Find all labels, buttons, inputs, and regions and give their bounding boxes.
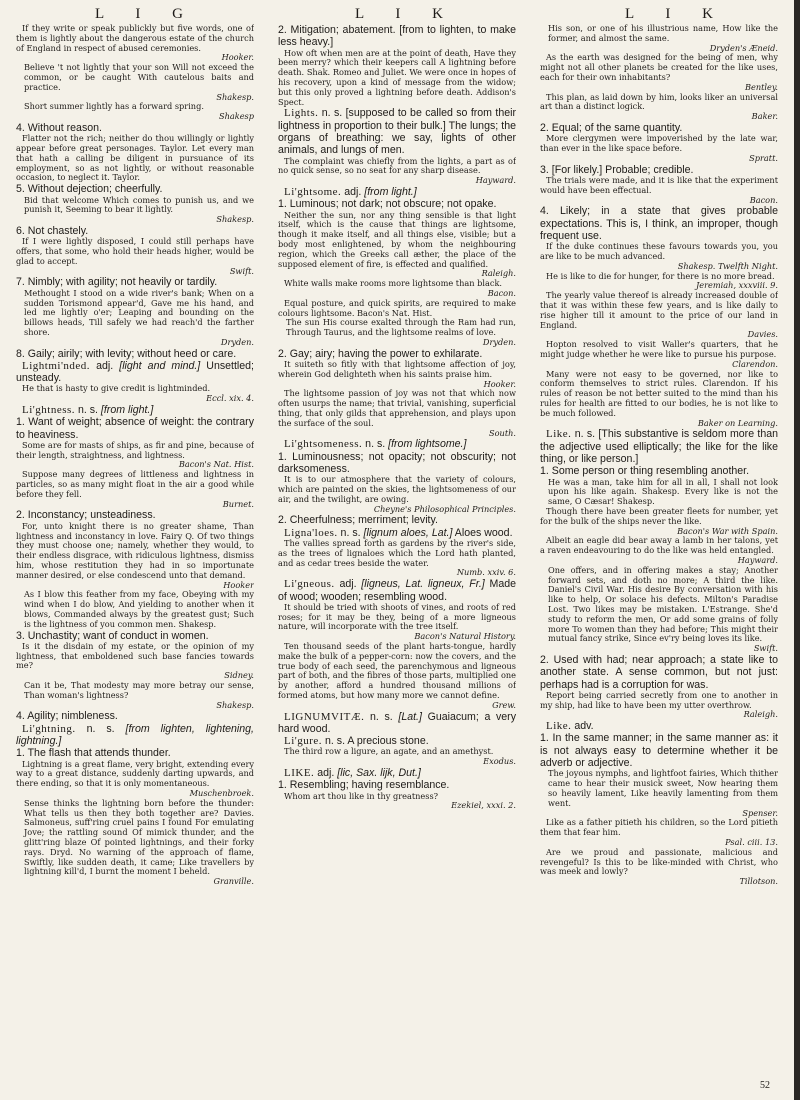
dictionary-entry bbox=[278, 711, 516, 736]
citation: Exodus. bbox=[483, 756, 516, 767]
citation: Jeremiah, xxxviii. 9. bbox=[696, 280, 778, 291]
quotation: Many were not easy to be governed, nor like to conform themselves to strict rules. Clarendon. If his rules of reason be not better suited to the mind than his rules for health are fitted to our bodies, he is not like to be much followed. bbox=[540, 368, 778, 418]
quotation: The yearly value thereof is already increased double of that it was within these few years, and is like daily to rise higher till it amount to the price of our land in England. bbox=[540, 290, 778, 330]
quotation: The third row a ligure, an agate, and an amethyst. bbox=[284, 746, 494, 757]
headword: Li'ghtsomeness. bbox=[284, 438, 363, 451]
citation: Bacon. bbox=[487, 287, 516, 298]
sense-definition: 8. Gaily; airily; with levity; without heed or care. bbox=[16, 347, 237, 360]
part-of-speech: adj. bbox=[314, 767, 338, 780]
citation: Baker on Learning. bbox=[697, 417, 778, 428]
etymology: [ligneus, Lat. ligneux, Fr.] bbox=[361, 578, 485, 591]
verse-quotation: Methought I stood on a wide river's bank; When on a sudden Torismond appear'd, Gave me his hand, and led me lightly o'er; Leaping and bounding on the billows heads, Till safely we had reach'd the farther shore. bbox=[24, 287, 254, 337]
citation: Burnet. bbox=[222, 498, 254, 509]
headword: Like. bbox=[546, 720, 572, 733]
citation: Bentley. bbox=[744, 81, 778, 92]
verse-quotation: Believe 't not lightly that your son Will not exceed the common, or be caught With cautelous baits and practice. bbox=[24, 62, 254, 92]
citation: Baker. bbox=[751, 111, 778, 122]
headword: Li'ghtness. bbox=[22, 403, 76, 416]
verse-quotation: As I blow this feather from my face, Obeying with my wind when I do blow, And yielding to another when it blows, Commanded always by the greatest gust; Such is the lightness of you common men. Shakesp. bbox=[24, 589, 254, 629]
sense-definition: 3. [For likely.] Probable; credible. bbox=[540, 163, 694, 176]
column-middle bbox=[278, 24, 516, 1086]
quotation: It suiteth so fitly with that lightsome affection of joy, wherein God delighteth when his saints praise him. bbox=[278, 359, 516, 379]
citation: Bacon's War with Spain. bbox=[677, 525, 778, 536]
citation: Ezekiel, xxxi. 2. bbox=[451, 800, 516, 811]
quotation: Flatter not the rich; neither do thou willingly or lightly appear before great personages. Taylor. Let every man that hath a calling be diligent in pursuance of its employment, so as not lightly, or without reasonable occasion, to neglect it. Taylor. bbox=[16, 133, 254, 183]
citation: Hayward. bbox=[475, 175, 516, 186]
quotation: Hopton resolved to visit Waller's quarters, that he might judge whether he were like to pursue his purpose. bbox=[540, 339, 778, 359]
verse-quotation: Can it be, That modesty may more betray our sense, Than woman's lightness? bbox=[24, 680, 254, 700]
entry-definition: Unsettled; unsteady. bbox=[16, 359, 254, 385]
dictionary-entry bbox=[278, 767, 516, 779]
sense-definition: 5. Without dejection; cheerfully. bbox=[16, 183, 163, 196]
column-left bbox=[16, 24, 254, 1086]
sense-definition: 1. Luminousness; not opacity; not obscurity; not darksomeness. bbox=[278, 450, 516, 475]
sense-definition: 4. Without reason. bbox=[16, 121, 102, 134]
quotation: Lightning is a great flame, very bright, extending every way to a great distance, suddenly darting upwards, and there ending, so that it is only momentaneous. bbox=[16, 758, 254, 789]
citation: Shakesp. bbox=[216, 699, 254, 710]
citation: Swift. bbox=[229, 265, 254, 276]
sense-definition: 6. Not chastely. bbox=[16, 224, 89, 237]
dictionary-entry bbox=[16, 723, 254, 748]
part-of-speech: n. s. bbox=[337, 526, 364, 539]
citation: Shakesp. Twelfth Night. bbox=[677, 260, 778, 271]
headword: Like. bbox=[546, 428, 572, 441]
citation: Hooker bbox=[223, 579, 254, 590]
quotation: He is like to die for hunger, for there is no more bread. bbox=[546, 270, 775, 281]
quotation: Are we proud and passionate, malicious and revengeful? Is this to be like-minded with Christ, who was meek and lowly? bbox=[540, 846, 778, 877]
quotation: Like as a father pitieth his children, so the Lord pitieth them that fear him. bbox=[540, 817, 778, 838]
sense-definition: 2. Inconstancy; unsteadiness. bbox=[16, 509, 156, 522]
citation: Granville. bbox=[213, 876, 254, 887]
dictionary-entry bbox=[540, 720, 778, 732]
quotation: The trials were made, and it is like that the experiment would have been effectual. bbox=[540, 174, 778, 195]
citation: Bacon. bbox=[749, 194, 778, 205]
verse-quotation: His son, or one of his illustrious name, How like the former, and almost the same. bbox=[548, 24, 778, 43]
part-of-speech: n. s. bbox=[364, 710, 399, 723]
citation: Tillotson. bbox=[739, 876, 778, 887]
citation: Hooker. bbox=[221, 52, 254, 63]
sense-definition: 2. Mitigation; abatement. [from to lighten, to make less heavy.] bbox=[278, 24, 516, 49]
quotation: Is it the disdain of my estate, or the opinion of my lightness, that emboldened such base fancies towards me? bbox=[16, 640, 254, 671]
part-of-speech: n. s. bbox=[318, 107, 346, 120]
headword: LIGNUMVITÆ. bbox=[284, 710, 365, 723]
etymology: [Lat.] bbox=[398, 710, 422, 723]
citation: Cheyne's Philosophical Principles. bbox=[373, 503, 516, 514]
citation: Spenser. bbox=[742, 807, 778, 818]
sense-definition: 2. Cheerfulness; merriment; levity. bbox=[278, 514, 438, 527]
quotation: Suppose many degrees of littleness and lightness in particles, so as many might float in the air a good while before they fell. bbox=[16, 469, 254, 499]
part-of-speech: adj. bbox=[334, 578, 362, 591]
verse-quotation: Short summer lightly has a forward spring. bbox=[24, 101, 204, 112]
page-signature: 52 bbox=[760, 1080, 770, 1091]
verse-quotation: One offers, and in offering makes a stay; Another forward sets, and doth no more; A third the like. Daniel's Civil War. His desire By conversation with his like to help, Or solace his defects. Milton's Paradise Lost. Two likes may be mistaken. L'Estrange. She'd study to reform the men, Or add some grains of folly more To women than they had before; This might their mutual fancy strike, Since ev'ry being loves its like. bbox=[548, 564, 778, 644]
etymology: [from light.] bbox=[364, 185, 417, 198]
quotation: As the earth was designed for the being of men, why might not all other planets be created for the like uses, each for their own inhabitants? bbox=[540, 52, 778, 82]
quotation: White walls make rooms more lightsome than black. bbox=[284, 278, 503, 289]
headword: LIKE. bbox=[284, 767, 315, 780]
etymology: [light and mind.] bbox=[119, 359, 201, 372]
citation: Raleigh. bbox=[481, 268, 516, 279]
quotation: He that is hasty to give credit is lightminded. bbox=[22, 383, 211, 394]
page-edge-shadow bbox=[794, 0, 800, 1100]
entry-definition: [This substantive is seldom more than the adjective used elliptically; the like for the like thing, or like person.] bbox=[540, 428, 778, 465]
sense-definition: 1. The flash that attends thunder. bbox=[16, 747, 171, 760]
etymology: [from lighten, lightening, lightning.] bbox=[16, 722, 254, 747]
guide-word-middle: L I K bbox=[355, 6, 457, 22]
etymology: [from light.] bbox=[100, 403, 154, 416]
dictionary-entry bbox=[540, 428, 778, 465]
sense-definition: 1. In the same manner; in the same manner as: it is not always easy to determine whether it be adverb or adjective. bbox=[540, 732, 778, 770]
headword: Li'ghtsome. bbox=[284, 185, 342, 198]
part-of-speech: adj. bbox=[341, 185, 365, 198]
sense-definition: 4. Likely; in a state that gives probable expectations. This is, I think, an improper, though frequent use. bbox=[540, 205, 778, 242]
citation: Bacon's Natural History. bbox=[414, 631, 516, 642]
guide-word-left: L I G bbox=[95, 6, 197, 22]
quotation: Neither the sun, nor any thing sensible is that light itself, which is the cause that things are lightsome, though it make itself, and all things else, visible; but a body most enlightened, by whom the neighbouring region, which the Greeks call æther, the place of the supposed element of fire, is effected and qualified. bbox=[278, 209, 516, 269]
entry-definition: Guaiacum; a very hard wood. bbox=[278, 710, 516, 735]
entry-definition: [supposed to be called so from their lightness in proportion to their bulk.] The lungs; the organs of breathing: we say, lights of other animals, and lungs of men. bbox=[278, 107, 516, 157]
citation: Dryden's Æneid. bbox=[709, 42, 778, 53]
quotation: Albeit an eagle did bear away a lamb in her talons, yet a raven endeavouring to do the like was held entangled. bbox=[540, 535, 778, 556]
dictionary-entry bbox=[278, 107, 516, 156]
citation: Sidney. bbox=[224, 670, 254, 681]
quotation: The lightsome passion of joy was not that which now often usurps the name; that trivial, vanishing, superficial thing, that only gilds that apprehension, and plays upon the surface of the soul. bbox=[278, 388, 516, 428]
citation: Shakesp. bbox=[216, 214, 254, 225]
sense-definition: 1. Luminous; not dark; not obscure; not opake. bbox=[278, 198, 497, 211]
sense-definition: 2. Equal; of the same quantity. bbox=[540, 121, 683, 134]
quotation: It should be tried with shoots of vines, and roots of red roses; for it may be they, being of a more ligneous nature, will incorporate with the tree itself. bbox=[278, 601, 516, 632]
part-of-speech: n. s. bbox=[571, 428, 599, 441]
dictionary-entry bbox=[278, 186, 516, 198]
verse-quotation: Sense thinks the lightning born before the thunder: What tells us then they both together are? Davies. Salmoneus, suff'ring cruel pains I found For emulating Jove; the rattling sound Of mimick thunder, and the glitt'ring blaze Of pointed lightnings, and their forky rays. Dryd. No warning of the approach of flame, Swiftly, like sudden death, it came; Like travellers by lightning kill'd, I burnt the moment I beheld. bbox=[24, 797, 254, 877]
citation: Hooker. bbox=[483, 378, 516, 389]
etymology: [lignum aloes, Lat.] bbox=[363, 526, 453, 539]
quotation: The complaint was chiefly from the lights, a part as of no quick sense, so no seat for any sharp disease. bbox=[278, 155, 516, 176]
guide-word-right: L I K bbox=[625, 6, 727, 22]
quotation: Some are for masts of ships, as fir and pine, because of their length, straightness, and lightness. bbox=[16, 439, 254, 460]
quotation: It is to our atmosphere that the variety of colours, which are painted on the skies, the lightsomeness of our air, and the twilight, are owing. bbox=[278, 474, 516, 504]
entry-definition: Made of wood; wooden; resembling wood. bbox=[278, 578, 516, 603]
quotation: If the duke continues these favours towards you, you are like to be much advanced. bbox=[540, 241, 778, 262]
citation: Shakesp bbox=[218, 111, 254, 122]
running-header bbox=[0, 6, 800, 24]
citation: Clarendon. bbox=[732, 358, 778, 369]
part-of-speech: n. s. bbox=[75, 403, 101, 416]
headword: Li'ghtning. bbox=[22, 722, 76, 735]
quotation: Whom art thou like in thy greatness? bbox=[284, 790, 439, 801]
part-of-speech: n. s. bbox=[322, 735, 348, 748]
dictionary-entry bbox=[16, 360, 254, 385]
citation: Numb. xxiv. 6. bbox=[456, 567, 516, 578]
etymology: [lic, Sax. lijk, Dut.] bbox=[337, 767, 421, 780]
citation: Swift. bbox=[753, 643, 778, 654]
quotation: For, unto knight there is no greater shame, Than lightness and inconstancy in love. Fairy Q. Of two things they must choose one; namely, whether they would, to their endless disgrace, with ridiculous lightness, dismiss him, whose restitution they had in so importunate manner desired, or else condescend unto that demand. bbox=[16, 520, 254, 580]
headword: Ligna'loes. bbox=[284, 526, 338, 539]
citation: South. bbox=[489, 427, 516, 438]
quotation: Equal posture, and quick spirits, are required to make colours lightsome. Bacon's Nat. Hist. bbox=[278, 297, 516, 318]
headword: Lights. bbox=[284, 107, 319, 120]
etymology: [from lightsome.] bbox=[388, 438, 467, 451]
citation: Muschenbroek. bbox=[189, 787, 254, 798]
quotation: How oft when men are at the point of death, Have they been merry? which their keepers call A lightning before death. Shak. Romeo and Juliet. We were once in hopes of his recovery, upon a kind of message from the widow; but this only proved a lightning before death. Addison's Spect. bbox=[278, 47, 516, 107]
quotation: Report being carried secretly from one to another in my ship, had like to have been my utter overthrow. bbox=[540, 689, 778, 710]
citation: Dryden. bbox=[220, 336, 254, 347]
sense-definition: 4. Agility; nimbleness. bbox=[16, 710, 118, 723]
headword: Li'gneous. bbox=[284, 578, 335, 591]
quotation: Though there have been greater fleets for number, yet for the bulk of the ships never the like. bbox=[540, 505, 778, 526]
headword: Li'gure. bbox=[284, 735, 323, 748]
quotation: More clergymen were impoverished by the late war, than ever in the like space before. bbox=[540, 133, 778, 154]
sense-definition: 2. Gay; airy; having the power to exhilarate. bbox=[278, 347, 483, 360]
citation: Davies. bbox=[747, 329, 778, 340]
entry-definition: A precious stone. bbox=[347, 735, 429, 748]
citation: Raleigh. bbox=[743, 709, 778, 720]
citation: Grew. bbox=[492, 699, 516, 710]
citation: Hayward. bbox=[737, 554, 778, 565]
verse-quotation: The sun His course exalted through the Ram had run, Through Taurus, and the lightsome realms of love. bbox=[286, 317, 516, 338]
verse-quotation: Bid that welcome Which comes to punish us, and we punish it, Seeming to bear it lightly. bbox=[24, 194, 254, 215]
sense-definition: 1. Resembling; having resemblance. bbox=[278, 779, 450, 792]
part-of-speech: n. s. bbox=[75, 722, 126, 735]
entry-definition: Aloes wood. bbox=[452, 526, 513, 539]
quotation: If I were lightly disposed, I could still perhaps have offers, that some, who hold their heads higher, would be glad to accept. bbox=[16, 236, 254, 266]
citation: Bacon's Nat. Hist. bbox=[178, 459, 254, 470]
verse-quotation: He was a man, take him for all in all, I shall not look upon his like again. Shakesp. Every like is not the same, O Cæsar! Shakesp. bbox=[548, 476, 778, 507]
citation: Spratt. bbox=[749, 152, 778, 163]
sense-definition: 2. Used with had; near approach; a state like to another state. A sense common, but not just: perhaps had is a corruption for was. bbox=[540, 653, 778, 691]
quotation: Ten thousand seeds of the plant harts-tongue, hardly make the bulk of a pepper-corn: now the covers, and the true body of each seed, the parenchymous and ligneous part of both, and the fibres of those parts, multiplied one by another, afford a hundred thousand millions of formed atoms, but how many more we cannot define. bbox=[278, 641, 516, 700]
dictionary-entry bbox=[278, 438, 516, 450]
sense-definition: 3. Unchastity; want of conduct in women. bbox=[16, 629, 209, 642]
sense-definition: 1. Want of weight; absence of weight: the contrary to heaviness. bbox=[16, 416, 254, 441]
part-of-speech: adj. bbox=[90, 359, 120, 372]
quotation: This plan, as laid down by him, looks liker an universal art than a distinct logick. bbox=[540, 91, 778, 112]
citation: Psal. ciii. 13. bbox=[725, 836, 778, 847]
quotation: The vallies spread forth as gardens by the river's side, as the trees of lignaloes which the Lord hath planted, and as cedar trees beside the water. bbox=[278, 538, 516, 568]
part-of-speech: adv. bbox=[571, 720, 594, 733]
dictionary-entry bbox=[278, 578, 516, 603]
column-right bbox=[540, 24, 778, 1086]
headword: Lightmi'nded. bbox=[22, 359, 91, 372]
part-of-speech: n. s. bbox=[362, 438, 389, 451]
sense-definition: 1. Some person or thing resembling another. bbox=[540, 465, 750, 478]
dictionary-entry bbox=[16, 404, 254, 416]
sense-definition: 7. Nimbly; with agility; not heavily or tardily. bbox=[16, 276, 218, 289]
quotation: If they write or speak publickly but five words, one of them is lightly about the dangerous estate of the church of England in respect of abused ceremonies. bbox=[16, 24, 254, 53]
verse-quotation: The joyous nymphs, and lightfoot fairies, Which thither came to hear their musick sweet, Now hearing them so heavily lament, Like heavily lamenting from them went. bbox=[548, 768, 778, 808]
citation: Dryden. bbox=[482, 336, 516, 347]
citation: Shakesp. bbox=[216, 91, 254, 102]
citation: Eccl. xix. 4. bbox=[206, 393, 254, 404]
